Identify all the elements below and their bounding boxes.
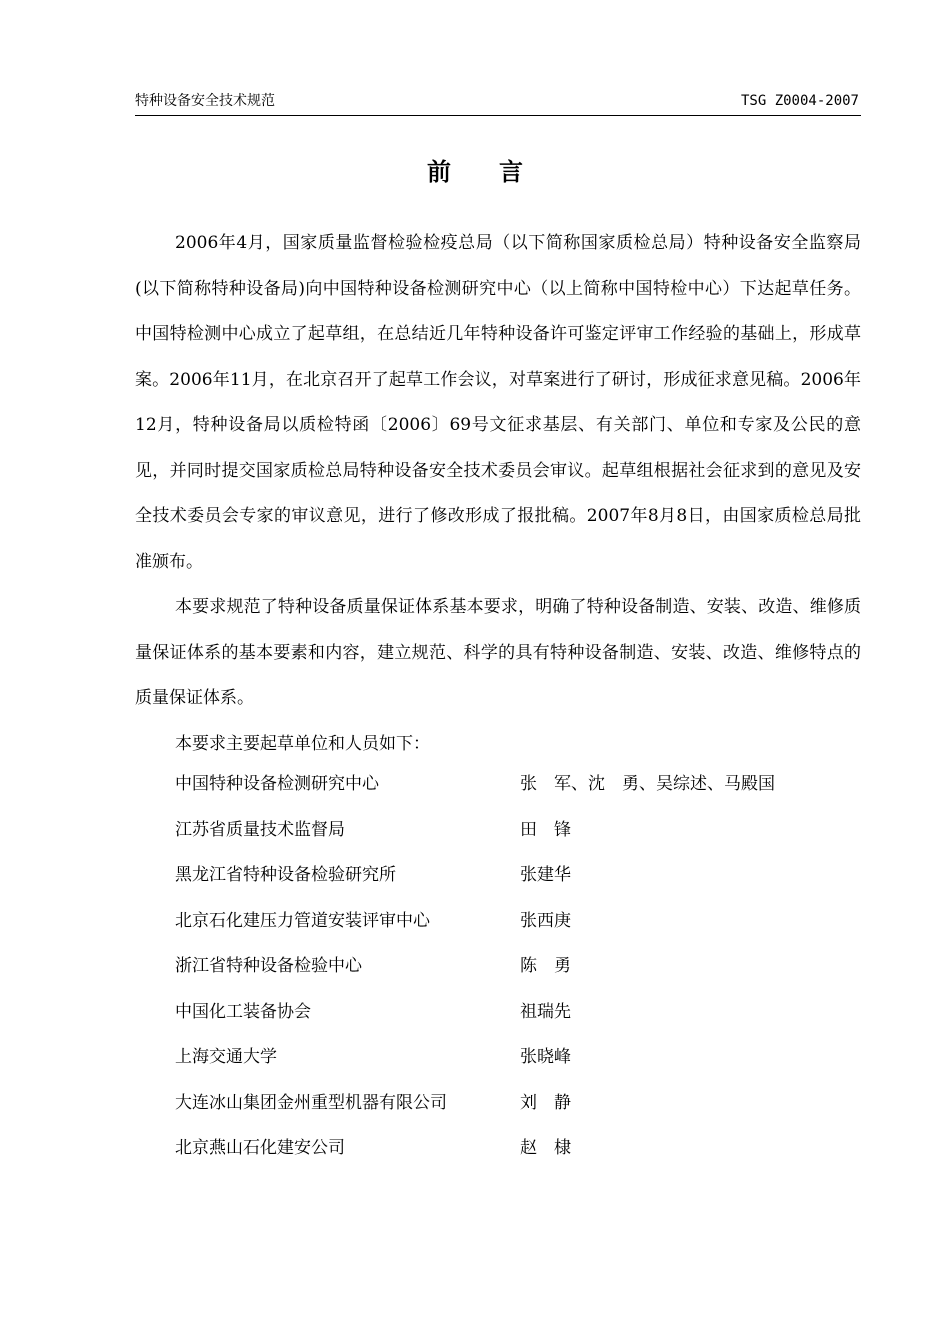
drafter-people: 田 锋 [520, 819, 571, 840]
drafter-org: 北京石化建压力管道安装评审中心 [175, 910, 430, 931]
list-item [175, 1081, 861, 1127]
drafter-org: 北京燕山石化建安公司 [175, 1138, 345, 1158]
preface-body [135, 221, 861, 767]
page-title: 前言 [427, 158, 571, 186]
list-item [175, 944, 861, 990]
paragraph-history: 2006年4月，国家质量监督检验检疫总局（以下简称国家质检总局）特种设备安全监察局(以下简称特种设备局)向中国特种设备检测研究中心（以上简称中国特检中心）下达起草任务。中国特检测中心成立了起草组，在总结近几年特种设备许可鉴定评审工作经验的基础上，形成草案。2006年11月，在北京召开了起草工作会议，对草案进行了研讨，形成征求意见稿。2006年12月，特种设备局以质检特函〔2006〕69号文征求基层、有关部门、单位和专家及公民的意见，并同时提交国家质检总局特种设备安全技术委员会审议。起草组根据社会征求到的意见及安全技术委员会专家的审议意见，进行了修改形成了报批稿。2007年8月8日，由国家质检总局批准颁布。 [135, 233, 861, 572]
drafter-org: 浙江省特种设备检验中心 [175, 956, 362, 976]
drafter-org: 中国特种设备检测研究中心 [175, 774, 379, 794]
drafter-org: 中国化工装备协会 [175, 1001, 311, 1022]
drafter-org: 上海交通大学 [175, 1047, 277, 1067]
drafter-people: 陈 勇 [520, 956, 571, 976]
drafter-org: 江苏省质量技术监督局 [175, 819, 345, 840]
drafters-list [175, 762, 861, 1172]
drafter-org: 大连冰山集团金州重型机器有限公司 [175, 1092, 447, 1113]
drafter-people: 赵 棣 [520, 1138, 571, 1158]
drafter-people: 张 军、沈 勇、吴综述、马殿国 [520, 774, 775, 794]
header-spec-title: 特种设备安全技术规范 [135, 93, 275, 109]
drafter-people: 张晓峰 [520, 1047, 571, 1067]
drafter-people: 张西庚 [520, 910, 571, 931]
paragraph-scope: 本要求规范了特种设备质量保证体系基本要求，明确了特种设备制造、安装、改造、维修质量保证体系的基本要素和内容，建立规范、科学的具有特种设备制造、安装、改造、维修特点的质量保证体系。 [135, 597, 861, 708]
page-header [135, 93, 861, 116]
paragraph-drafters-intro: 本要求主要起草单位和人员如下： [175, 733, 430, 754]
drafter-people: 张建华 [520, 865, 571, 885]
list-item [175, 853, 861, 899]
header-spec-code: TSG Z0004-2007 [740, 93, 859, 109]
drafter-people: 祖瑞先 [520, 1001, 571, 1022]
drafter-people: 刘 静 [520, 1092, 571, 1113]
drafter-org: 黑龙江省特种设备检验研究所 [175, 865, 396, 885]
list-item [175, 990, 861, 1036]
list-item [175, 808, 861, 854]
list-item [175, 899, 861, 945]
list-item [175, 1126, 861, 1172]
list-item [175, 762, 861, 808]
list-item [175, 1035, 861, 1081]
